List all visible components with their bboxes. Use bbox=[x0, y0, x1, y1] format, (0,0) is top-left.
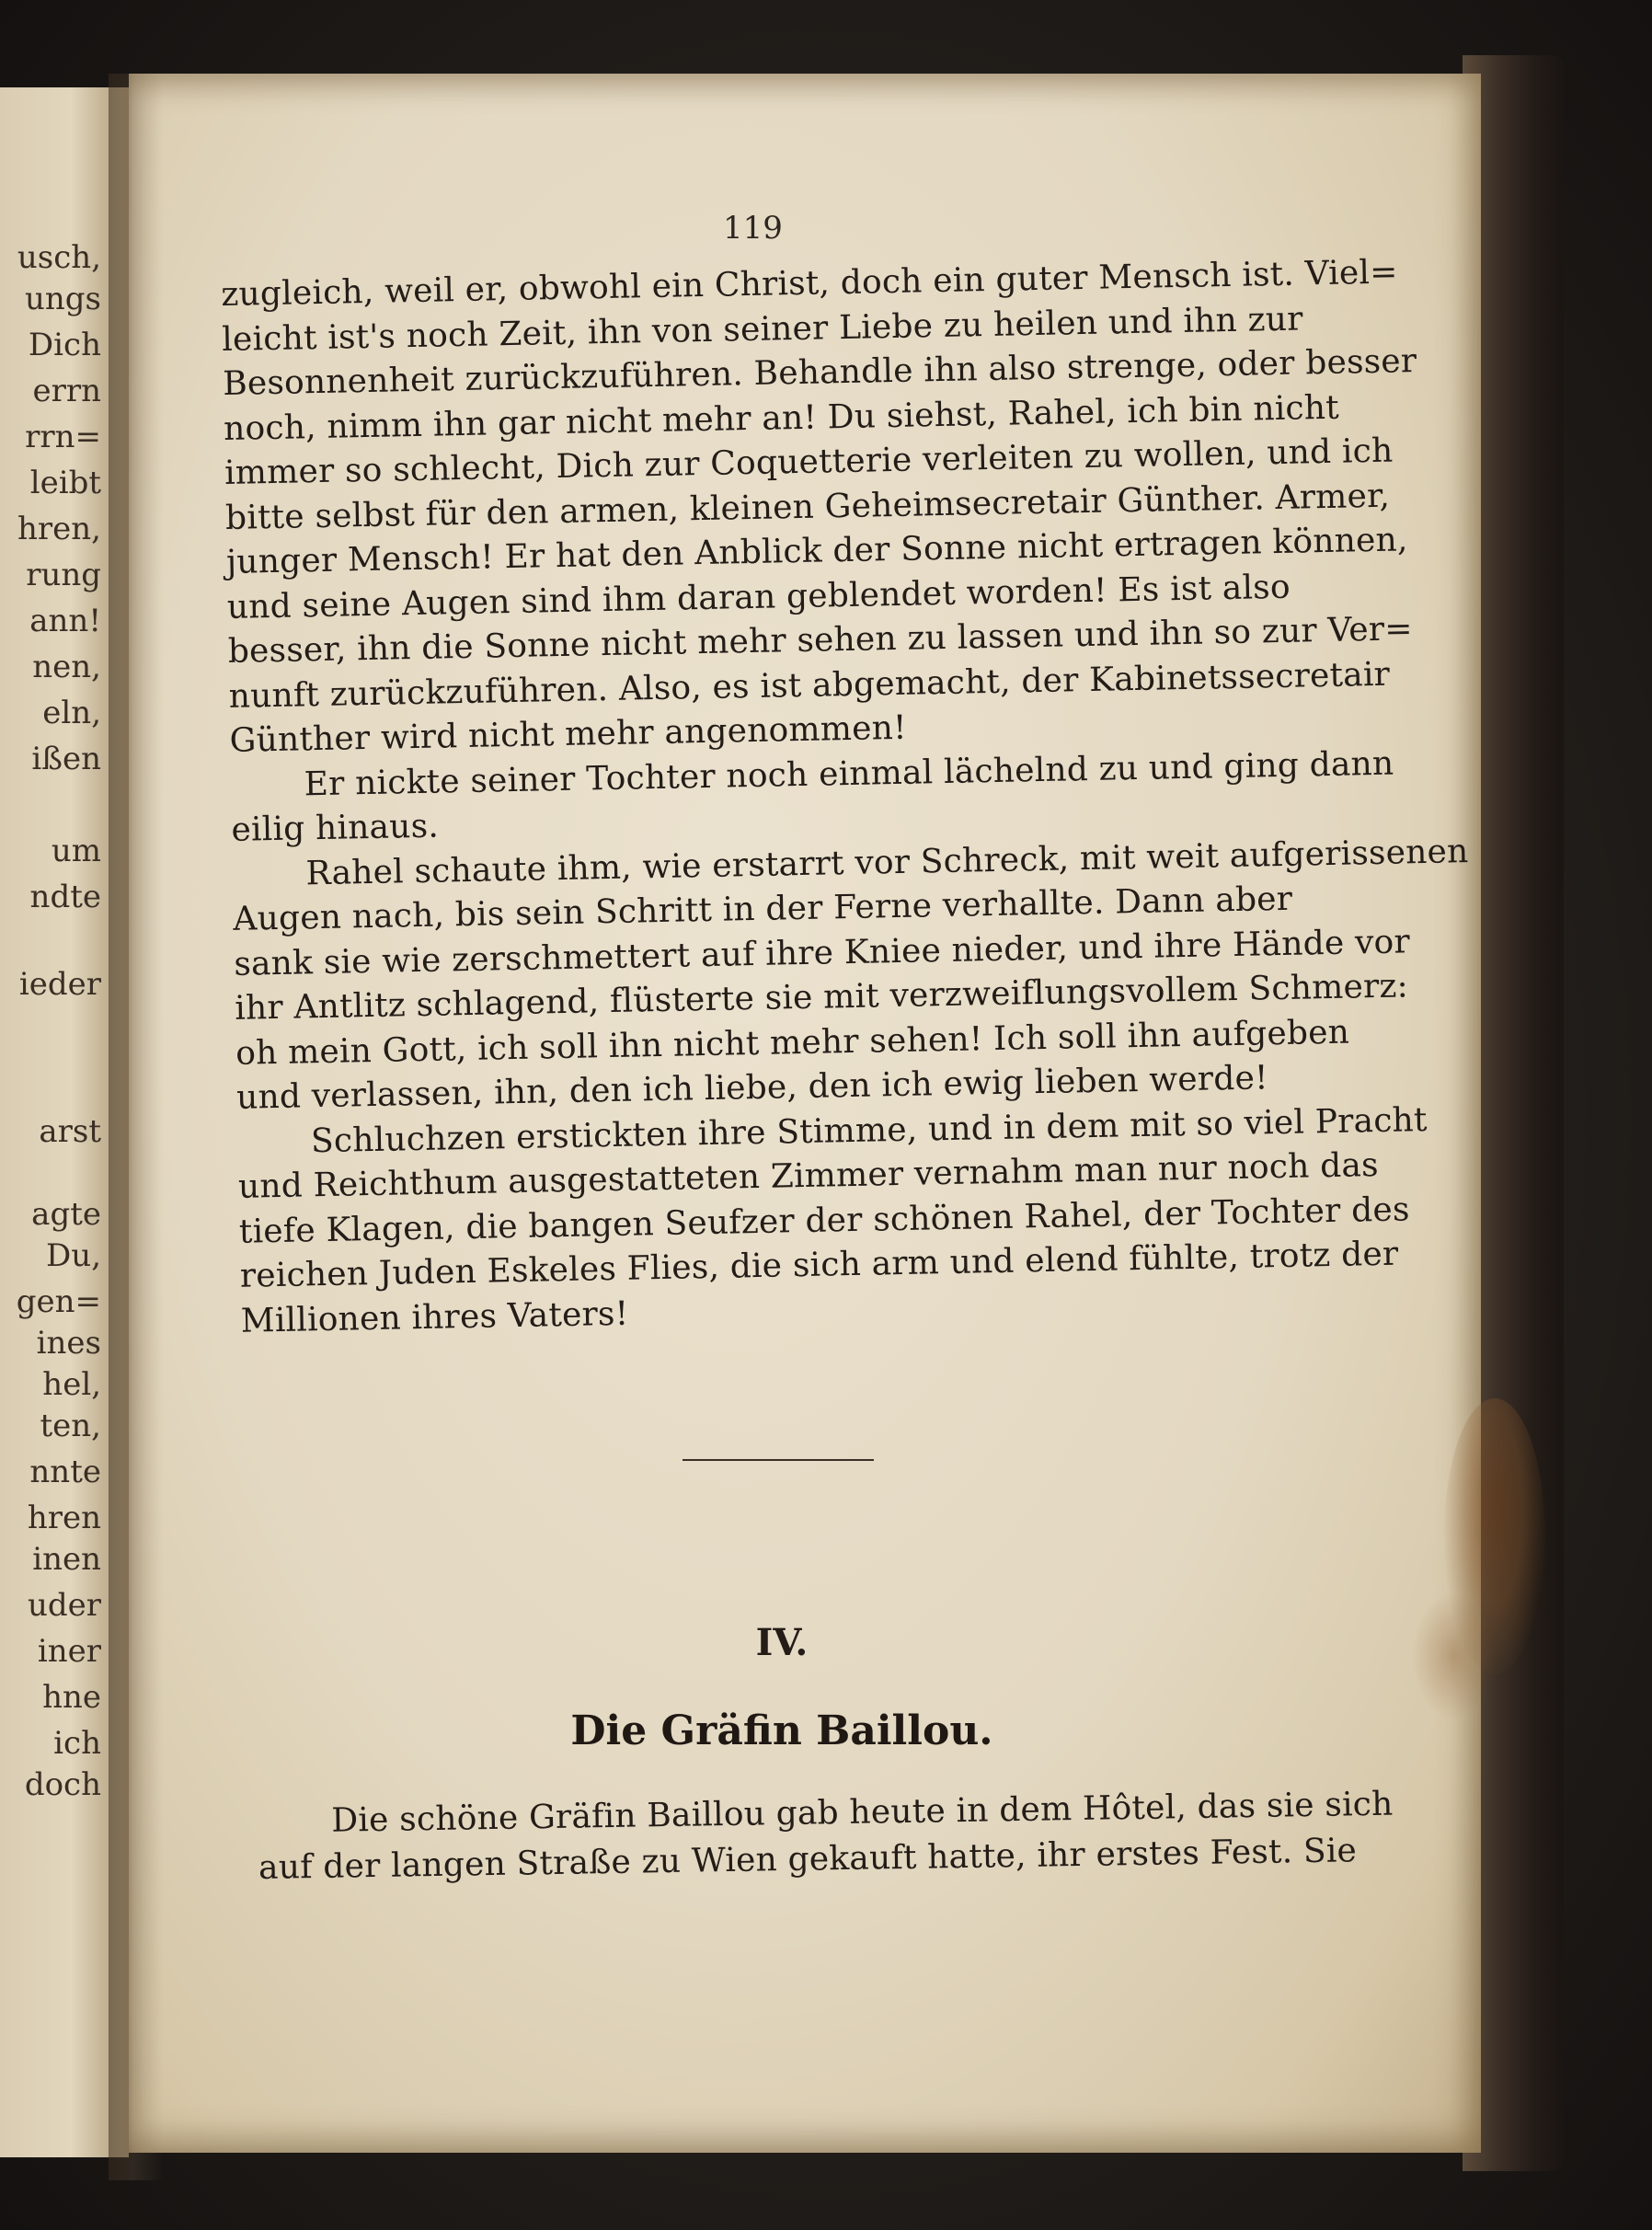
previous-page-fragment: rrn= bbox=[25, 419, 101, 455]
text-line: reichen Juden Eskeles Flies, die sich arm und elend fühlte, trotz der bbox=[239, 1235, 1399, 1295]
previous-page-fragment: ndte bbox=[29, 879, 101, 915]
previous-page-fragment: gen= bbox=[16, 1283, 101, 1320]
text-line: Besonnenheit zurückzuführen. Behandle ihn also strenge, oder besser bbox=[222, 342, 1417, 403]
previous-page-fragment: Dich bbox=[28, 327, 101, 363]
chapter-text-line: Die schöne Gräfin Baillou gab heute in dem Hôtel, das sie sich bbox=[330, 1785, 1394, 1840]
previous-page-fragment: doch bbox=[24, 1766, 101, 1803]
text-line: junger Mensch! Er hat den Anblick der Sonne nicht ertragen können, bbox=[225, 521, 1408, 581]
text-line: leicht ist's noch Zeit, ihn von seiner Liebe zu heilen und ihn zur bbox=[221, 299, 1303, 359]
water-stain-lower bbox=[1412, 1592, 1495, 1720]
text-line: besser, ihn die Sonne nicht mehr sehen zu lassen und ihn so zur Ver= bbox=[227, 610, 1413, 671]
previous-page-fragment: arst bbox=[39, 1113, 101, 1150]
previous-page-fragment: nen, bbox=[32, 649, 101, 685]
chapter-number: IV. bbox=[755, 1621, 809, 1664]
text-line: sank sie wie zerschmettert auf ihre Kniee nieder, und ihre Hände vor bbox=[233, 922, 1411, 983]
previous-page-fragment: uder bbox=[27, 1587, 101, 1624]
previous-page-fragment: Du, bbox=[46, 1237, 101, 1274]
chapter-title: Die Gräfin Baillou. bbox=[570, 1707, 993, 1754]
previous-page-fragment: ich bbox=[53, 1725, 101, 1762]
previous-page-fragment: usch, bbox=[17, 239, 101, 276]
text-line: nunft zurückzuführen. Also, es ist abgemacht, der Kabinetssecretair bbox=[228, 655, 1391, 716]
text-line: bitte selbst für den armen, kleinen Geheimsecretair Günther. Armer, bbox=[224, 477, 1391, 537]
text-line: Millionen ihres Vaters! bbox=[240, 1294, 629, 1340]
previous-page-fragment: hren, bbox=[17, 511, 101, 547]
page-number: 119 bbox=[723, 210, 783, 247]
text-line: zugleich, weil er, obwohl ein Christ, doch ein guter Mensch ist. Viel= bbox=[221, 253, 1398, 314]
previous-page-fragment: ißen bbox=[31, 741, 101, 777]
text-line: Augen nach, bis sein Schritt in der Ferne verhallte. Dann aber bbox=[233, 879, 1293, 938]
previous-page-fragment: ann! bbox=[29, 603, 101, 639]
text-line: noch, nimm ihn gar nicht mehr an! Du siehst, Rahel, ich bin nicht bbox=[223, 388, 1340, 448]
text-line: immer so schlecht, Dich zur Coquetterie verleiten zu wollen, und ich bbox=[224, 431, 1394, 492]
previous-page-fragment: hne bbox=[42, 1679, 101, 1716]
previous-page-fragment: iner bbox=[37, 1633, 101, 1670]
previous-page-fragment: ten, bbox=[40, 1408, 101, 1444]
previous-page-fragment: leibt bbox=[29, 465, 101, 501]
text-line: Er nickte seiner Tochter noch einmal lächelnd zu und ging dann bbox=[304, 744, 1394, 803]
text-line: und verlassen, ihn, den ich liebe, den ich ewig lieben werde! bbox=[235, 1059, 1269, 1117]
text-line: und seine Augen sind ihm daran geblendet worden! Es ist also bbox=[226, 568, 1291, 626]
previous-page-fragment: agte bbox=[31, 1196, 101, 1233]
previous-page-fragment: ieder bbox=[18, 966, 101, 1003]
previous-page-fragment: eln, bbox=[42, 695, 101, 731]
text-line: und Reichthum ausgestatteten Zimmer vernahm man nur noch das bbox=[237, 1146, 1380, 1206]
text-line: eilig hinaus. bbox=[231, 807, 440, 849]
text-line: ihr Antlitz schlagend, flüsterte sie mit verzweiflungsvollem Schmerz: bbox=[234, 967, 1409, 1028]
text-line: tiefe Klagen, die bangen Seufzer der schönen Rahel, der Tochter des bbox=[238, 1190, 1410, 1251]
previous-page-fragment: rung bbox=[26, 557, 101, 593]
previous-page-fragment: errn bbox=[32, 373, 101, 409]
text-line: Schluchzen erstickten ihre Stimme, und in dem mit so viel Pracht bbox=[310, 1100, 1428, 1160]
page-gutter-shadow bbox=[109, 74, 164, 2180]
chapter-text-line: auf der langen Straße zu Wien gekauft hatte, ihr erstes Fest. Sie bbox=[258, 1832, 1358, 1887]
text-line: oh mein Gott, ich soll ihn nicht mehr sehen! Ich soll ihn aufgeben bbox=[235, 1013, 1350, 1073]
previous-page-fragment: ines bbox=[36, 1325, 101, 1362]
previous-page-fragment: nnte bbox=[29, 1454, 101, 1490]
previous-page-fragment: inen bbox=[32, 1541, 101, 1578]
previous-page-fragment: um bbox=[51, 833, 101, 869]
previous-page-fragment: hren bbox=[27, 1500, 101, 1536]
text-line: Günther wird nicht mehr angenommen! bbox=[229, 708, 908, 760]
text-line: Rahel schaute ihm, wie erstarrt vor Schreck, mit weit aufgerissenen bbox=[305, 832, 1469, 892]
section-divider bbox=[683, 1459, 874, 1461]
previous-page-fragment: ungs bbox=[24, 281, 101, 317]
previous-page-fragment: hel, bbox=[42, 1366, 101, 1403]
